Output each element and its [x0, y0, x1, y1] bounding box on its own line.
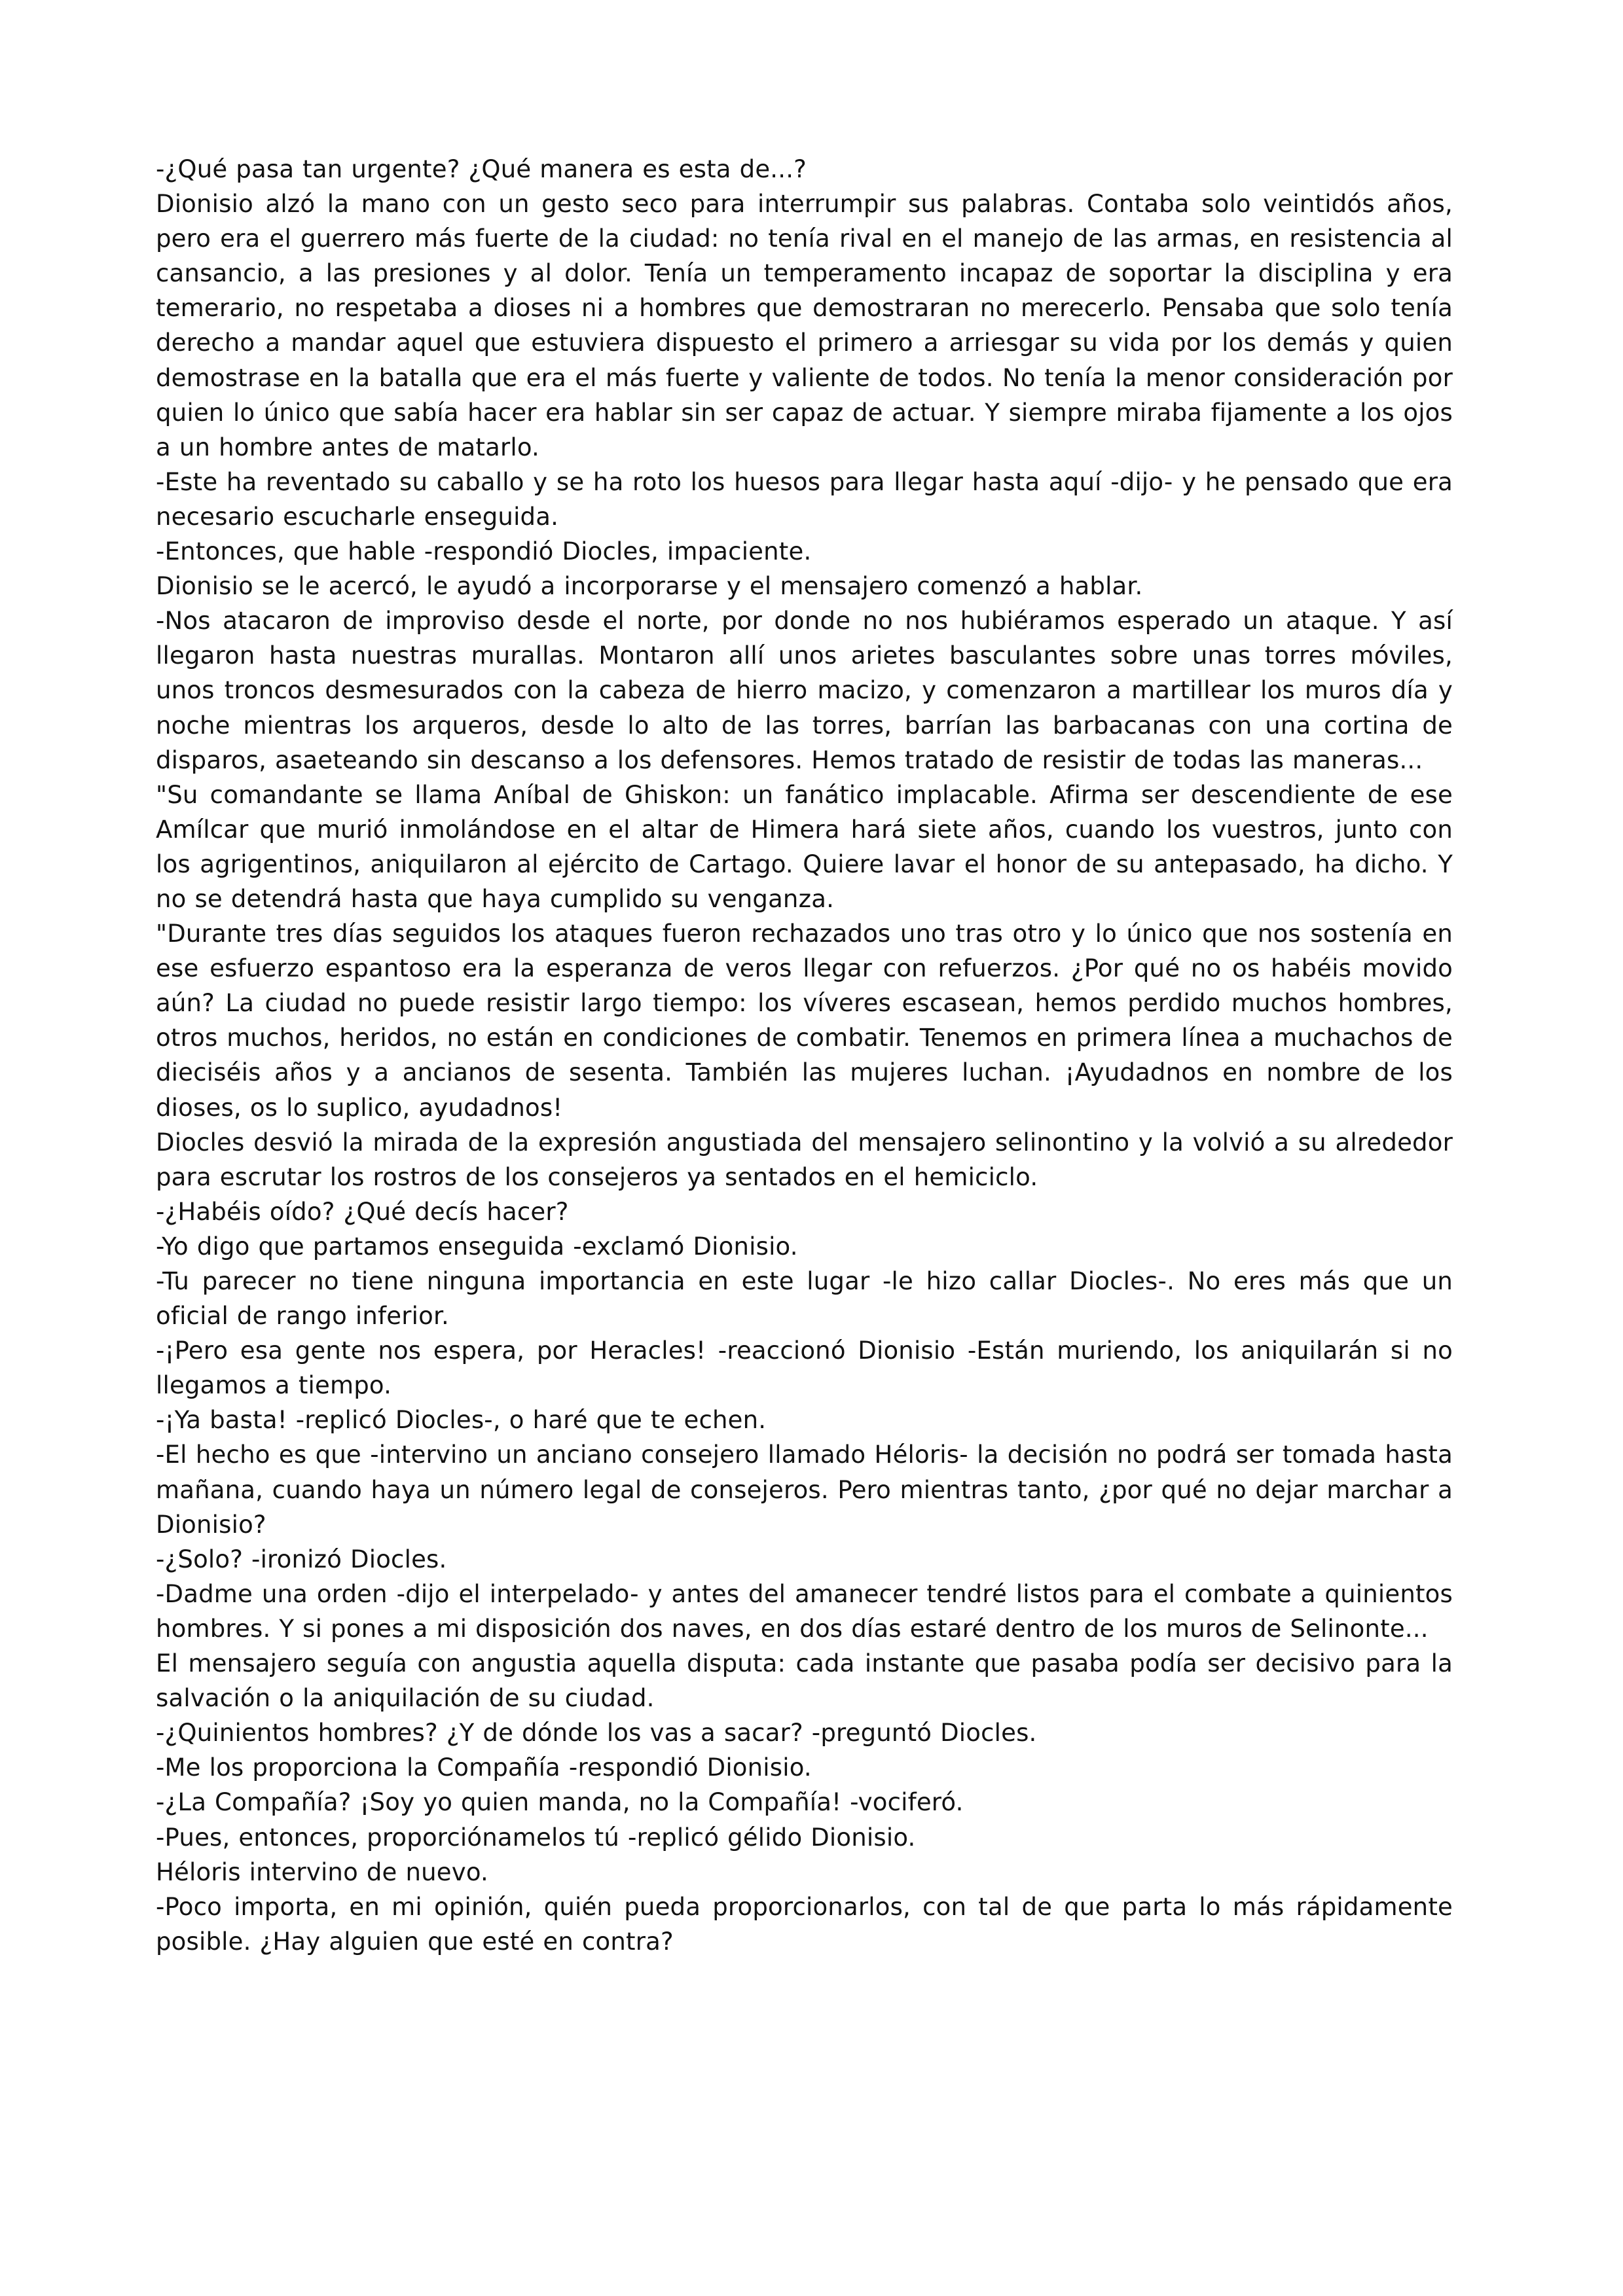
- paragraph: -Este ha reventado su caballo y se ha roto los huesos para llegar hasta aquí -dijo- y he pensado que era necesario escucharle enseguida.: [156, 467, 1453, 531]
- paragraph: -¿Habéis oído? ¿Qué decís hacer?: [156, 1197, 569, 1226]
- paragraph: Dionisio alzó la mano con un gesto seco para interrumpir sus palabras. Contaba solo veintidós años, pero era el guerrero más fuerte de la ciudad: no tenía rival en el manejo de las armas, en resistencia al cansancio, a las presiones y al dolor. Tenía un temperamento incapaz de soportar la disciplina y era temerario, no respetaba a dioses ni a hombres que demostraran no merecerlo. Pensaba que solo tenía derecho a mandar aquel que estuviera dispuesto el primero a arriesgar su vida por los demás y quien demostrase en la batalla que era el más fuerte y valiente de todos. No tenía la menor consideración por quien lo único que sabía hacer era hablar sin ser capaz de actuar. Y siempre miraba fijamente a los ojos a un hombre antes de matarlo.: [156, 190, 1453, 461]
- paragraph: -Yo digo que partamos enseguida -exclamó Dionisio.: [156, 1232, 798, 1261]
- paragraph: -¿Quinientos hombres? ¿Y de dónde los vas a sacar? -preguntó Diocles.: [156, 1719, 1037, 1748]
- paragraph: -¿Qué pasa tan urgente? ¿Qué manera es esta de...?: [156, 155, 807, 183]
- paragraph: -Dadme una orden -dijo el interpelado- y antes del amanecer tendré listos para el combate a quinientos hombres. Y si pones a mi disposición dos naves, en dos días estaré dentro de los muros de Selinonte...: [156, 1579, 1453, 1643]
- paragraph: -¿Solo? -ironizó Diocles.: [156, 1545, 447, 1573]
- paragraph: -¿La Compañía? ¡Soy yo quien manda, no la Compañía! -vociferó.: [156, 1788, 964, 1817]
- paragraph: -Pues, entonces, proporciónamelos tú -replicó gélido Dionisio.: [156, 1823, 916, 1852]
- paragraph: El mensajero seguía con angustia aquella disputa: cada instante que pasaba podía ser decisivo para la salvación o la aniquilación de su ciudad.: [156, 1649, 1453, 1713]
- paragraph: Diocles desvió la mirada de la expresión angustiada del mensajero selinontino y la volvió a su alrededor para escrutar los rostros de los consejeros ya sentados en el hemiciclo.: [156, 1128, 1453, 1191]
- paragraph: -Tu parecer no tiene ninguna importancia en este lugar -le hizo callar Diocles-. No eres más que un oficial de rango inferior.: [156, 1267, 1453, 1331]
- paragraph: Dionisio se le acercó, le ayudó a incorporarse y el mensajero comenzó a hablar.: [156, 572, 1143, 601]
- paragraph: Héloris intervino de nuevo.: [156, 1857, 488, 1886]
- paragraph: "Durante tres días seguidos los ataques fueron rechazados uno tras otro y lo único que nos sostenía en ese esfuerzo espantoso era la esperanza de veros llegar con refuerzos. ¿Por qué no os habéis movido aún? La ciudad no puede resistir largo tiempo: los víveres escasean, hemos perdido muchos hombres, otros muchos, heridos, no están en condiciones de combatir. Tenemos en primera línea a muchachos de dieciséis años y a ancianos de sesenta. También las mujeres luchan. ¡Ayudadnos en nombre de los dioses, os lo suplico, ayudadnos!: [156, 920, 1453, 1122]
- paragraph: -¡Pero esa gente nos espera, por Heracles! -reaccionó Dionisio -Están muriendo, los aniquilarán si no llegamos a tiempo.: [156, 1336, 1453, 1400]
- paragraph: -¡Ya basta! -replicó Diocles-, o haré que te echen.: [156, 1406, 767, 1435]
- paragraph: -Poco importa, en mi opinión, quién pueda proporcionarlos, con tal de que parta lo más rápidamente posible. ¿Hay alguien que esté en contra?: [156, 1892, 1453, 1956]
- page-text: [156, 152, 1453, 1959]
- paragraph: "Su comandante se llama Aníbal de Ghiskon: un fanático implacable. Afirma ser descendiente de ese Amílcar que murió inmolándose en el altar de Himera hará siete años, cuando los vuestros, junto con los agrigentinos, aniquilaron al ejército de Cartago. Quiere lavar el honor de su antepasado, ha dicho. Y no se detendrá hasta que haya cumplido su venganza.: [156, 780, 1453, 913]
- paragraph: -El hecho es que -intervino un anciano consejero llamado Héloris- la decisión no podrá ser tomada hasta mañana, cuando haya un número legal de consejeros. Pero mientras tanto, ¿por qué no dejar marchar a Dionisio?: [156, 1441, 1453, 1539]
- paragraph: -Nos atacaron de improviso desde el norte, por donde no nos hubiéramos esperado un ataque. Y así llegaron hasta nuestras murallas. Montaron allí unos arietes basculantes sobre unas torres móviles, unos troncos desmesurados con la cabeza de hierro macizo, y comenzaron a martillear los muros día y noche mientras los arqueros, desde lo alto de las torres, barrían las barbacanas con una cortina de disparos, asaeteando sin descanso a los defensores. Hemos tratado de resistir de todas las maneras...: [156, 607, 1453, 774]
- paragraph: -Entonces, que hable -respondió Diocles, impaciente.: [156, 537, 812, 566]
- paragraph: -Me los proporciona la Compañía -respondió Dionisio.: [156, 1753, 812, 1782]
